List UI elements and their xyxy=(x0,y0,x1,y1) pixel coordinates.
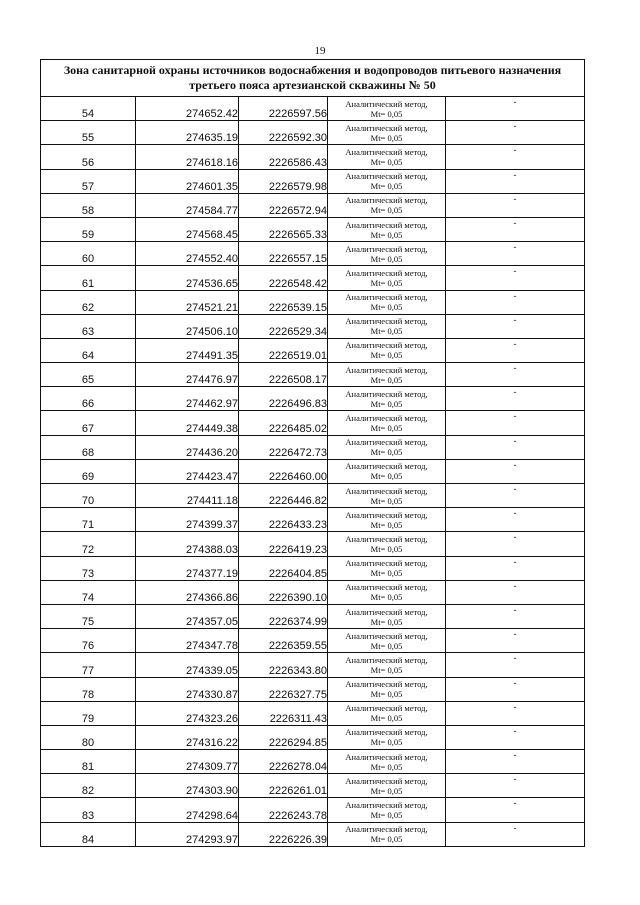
x-coordinate-cell: 274601.35 xyxy=(136,169,239,193)
method-line-1: Аналитический метод, xyxy=(345,703,428,714)
method-line-1: Аналитический метод, xyxy=(345,533,428,544)
remark-cell: - xyxy=(446,169,585,193)
method-line-1: Аналитический метод, xyxy=(345,679,428,690)
x-coordinate-cell: 274568.45 xyxy=(136,217,239,241)
method-line-1: Аналитический метод, xyxy=(345,800,428,811)
method-line-2: Mt= 0,05 xyxy=(370,495,403,506)
y-coordinate-cell: 2226548.42 xyxy=(239,266,328,290)
method-cell xyxy=(328,266,446,290)
remark-cell: - xyxy=(446,677,585,701)
y-coordinate-cell: 2226472.73 xyxy=(239,435,328,459)
method-line-2: Mt= 0,05 xyxy=(370,302,403,313)
method-line-2: Mt= 0,05 xyxy=(370,350,403,361)
x-coordinate-cell: 274635.19 xyxy=(136,121,239,145)
method-cell xyxy=(328,338,446,362)
x-coordinate-cell: 274423.47 xyxy=(136,459,239,483)
method-cell xyxy=(328,725,446,749)
method-line-1: Аналитический метод, xyxy=(345,582,428,593)
x-coordinate-cell: 274584.77 xyxy=(136,193,239,217)
method-cell xyxy=(328,484,446,508)
method-line-2: Mt= 0,05 xyxy=(370,616,403,627)
y-coordinate-cell: 2226374.99 xyxy=(239,604,328,628)
table-title xyxy=(41,60,585,97)
point-number-cell: 78 xyxy=(41,677,136,701)
y-coordinate-cell: 2226519.01 xyxy=(239,338,328,362)
x-coordinate-cell: 274330.87 xyxy=(136,677,239,701)
method-line-2: Mt= 0,05 xyxy=(370,568,403,579)
remark-cell: - xyxy=(446,266,585,290)
remark-cell: - xyxy=(446,653,585,677)
y-coordinate-cell: 2226586.43 xyxy=(239,145,328,169)
point-number-cell: 72 xyxy=(41,532,136,556)
y-coordinate-cell: 2226508.17 xyxy=(239,363,328,387)
remark-cell: - xyxy=(446,701,585,725)
method-cell xyxy=(328,677,446,701)
method-line-2: Mt= 0,05 xyxy=(370,277,403,288)
method-line-2: Mt= 0,05 xyxy=(370,423,403,434)
method-line-1: Аналитический метод, xyxy=(345,195,428,206)
table-row xyxy=(41,508,585,532)
remark-cell: - xyxy=(446,629,585,653)
method-cell xyxy=(328,556,446,580)
remark-cell: - xyxy=(446,774,585,798)
x-coordinate-cell: 274618.16 xyxy=(136,145,239,169)
table-row xyxy=(41,266,585,290)
x-coordinate-cell: 274366.86 xyxy=(136,580,239,604)
x-coordinate-cell: 274521.21 xyxy=(136,290,239,314)
method-cell xyxy=(328,750,446,774)
x-coordinate-cell: 274411.18 xyxy=(136,484,239,508)
method-cell xyxy=(328,387,446,411)
method-cell xyxy=(328,508,446,532)
method-line-1: Аналитический метод, xyxy=(345,340,428,351)
method-cell xyxy=(328,629,446,653)
remark-cell: - xyxy=(446,459,585,483)
point-number-cell: 73 xyxy=(41,556,136,580)
remark-cell: - xyxy=(446,387,585,411)
method-cell xyxy=(328,580,446,604)
title-row xyxy=(41,60,585,97)
table-row xyxy=(41,314,585,338)
y-coordinate-cell: 2226460.00 xyxy=(239,459,328,483)
x-coordinate-cell: 274293.97 xyxy=(136,822,239,846)
method-line-2: Mt= 0,05 xyxy=(370,471,403,482)
table-row xyxy=(41,387,585,411)
method-line-1: Аналитический метод, xyxy=(345,413,428,424)
remark-cell: - xyxy=(446,290,585,314)
table-row xyxy=(41,145,585,169)
method-cell xyxy=(328,604,446,628)
x-coordinate-cell: 274491.35 xyxy=(136,338,239,362)
point-number-cell: 83 xyxy=(41,798,136,822)
point-number-cell: 81 xyxy=(41,750,136,774)
method-line-2: Mt= 0,05 xyxy=(370,398,403,409)
table-row xyxy=(41,701,585,725)
method-line-1: Аналитический метод, xyxy=(345,98,428,109)
x-coordinate-cell: 274316.22 xyxy=(136,725,239,749)
method-line-1: Аналитический метод, xyxy=(345,630,428,641)
point-number-cell: 60 xyxy=(41,242,136,266)
point-number-cell: 59 xyxy=(41,217,136,241)
method-cell xyxy=(328,532,446,556)
remark-cell: - xyxy=(446,338,585,362)
remark-cell: - xyxy=(446,604,585,628)
remark-cell: - xyxy=(446,145,585,169)
method-cell xyxy=(328,701,446,725)
y-coordinate-cell: 2226433.23 xyxy=(239,508,328,532)
y-coordinate-cell: 2226261.01 xyxy=(239,774,328,798)
remark-cell: - xyxy=(446,435,585,459)
point-number-cell: 56 xyxy=(41,145,136,169)
y-coordinate-cell: 2226579.98 xyxy=(239,169,328,193)
x-coordinate-cell: 274462.97 xyxy=(136,387,239,411)
method-line-2: Mt= 0,05 xyxy=(370,253,403,264)
table-row xyxy=(41,363,585,387)
x-coordinate-cell: 274506.10 xyxy=(136,314,239,338)
x-coordinate-cell: 274436.20 xyxy=(136,435,239,459)
point-number-cell: 70 xyxy=(41,484,136,508)
table-row xyxy=(41,338,585,362)
point-number-cell: 71 xyxy=(41,508,136,532)
method-cell xyxy=(328,653,446,677)
remark-cell: - xyxy=(446,484,585,508)
remark-cell: - xyxy=(446,97,585,121)
method-cell xyxy=(328,798,446,822)
table-row xyxy=(41,121,585,145)
method-line-2: Mt= 0,05 xyxy=(370,156,403,167)
y-coordinate-cell: 2226343.80 xyxy=(239,653,328,677)
point-number-cell: 67 xyxy=(41,411,136,435)
x-coordinate-cell: 274399.37 xyxy=(136,508,239,532)
method-line-2: Mt= 0,05 xyxy=(370,229,403,240)
y-coordinate-cell: 2226572.94 xyxy=(239,193,328,217)
table-row xyxy=(41,97,585,121)
y-coordinate-cell: 2226419.23 xyxy=(239,532,328,556)
method-line-2: Mt= 0,05 xyxy=(370,713,403,724)
table-row xyxy=(41,193,585,217)
method-line-2: Mt= 0,05 xyxy=(370,737,403,748)
page-number: 19 xyxy=(314,45,326,57)
table-row xyxy=(41,435,585,459)
x-coordinate-cell: 274347.78 xyxy=(136,629,239,653)
x-coordinate-cell: 274309.77 xyxy=(136,750,239,774)
method-line-2: Mt= 0,05 xyxy=(370,519,403,530)
point-number-cell: 80 xyxy=(41,725,136,749)
method-cell xyxy=(328,169,446,193)
point-number-cell: 64 xyxy=(41,338,136,362)
remark-cell: - xyxy=(446,580,585,604)
y-coordinate-cell: 2226243.78 xyxy=(239,798,328,822)
y-coordinate-cell: 2226446.82 xyxy=(239,484,328,508)
x-coordinate-cell: 274298.64 xyxy=(136,798,239,822)
method-cell xyxy=(328,242,446,266)
method-line-2: Mt= 0,05 xyxy=(370,810,403,821)
table-row xyxy=(41,774,585,798)
method-line-1: Аналитический метод, xyxy=(345,461,428,472)
table-row xyxy=(41,411,585,435)
method-line-2: Mt= 0,05 xyxy=(370,108,403,119)
table-row xyxy=(41,580,585,604)
method-line-1: Аналитический метод, xyxy=(345,292,428,303)
method-cell xyxy=(328,774,446,798)
remark-cell: - xyxy=(446,314,585,338)
method-line-1: Аналитический метод, xyxy=(345,267,428,278)
x-coordinate-cell: 274357.05 xyxy=(136,604,239,628)
table-row xyxy=(41,677,585,701)
table-row xyxy=(41,822,585,846)
table-row xyxy=(41,459,585,483)
point-number-cell: 55 xyxy=(41,121,136,145)
remark-cell: - xyxy=(446,822,585,846)
x-coordinate-cell: 274377.19 xyxy=(136,556,239,580)
method-line-2: Mt= 0,05 xyxy=(370,447,403,458)
table-row xyxy=(41,242,585,266)
method-line-1: Аналитический метод, xyxy=(345,388,428,399)
method-cell xyxy=(328,411,446,435)
point-number-cell: 77 xyxy=(41,653,136,677)
y-coordinate-cell: 2226485.02 xyxy=(239,411,328,435)
method-line-1: Аналитический метод, xyxy=(345,437,428,448)
x-coordinate-cell: 274449.38 xyxy=(136,411,239,435)
y-coordinate-cell: 2226278.04 xyxy=(239,750,328,774)
remark-cell: - xyxy=(446,242,585,266)
table-row xyxy=(41,604,585,628)
x-coordinate-cell: 274476.97 xyxy=(136,363,239,387)
method-line-2: Mt= 0,05 xyxy=(370,326,403,337)
method-line-1: Аналитический метод, xyxy=(345,364,428,375)
point-number-cell: 58 xyxy=(41,193,136,217)
table-title-line-2: третьего пояса артезианской скважины № 50 xyxy=(189,78,436,92)
table-body xyxy=(41,60,585,847)
table-row xyxy=(41,532,585,556)
y-coordinate-cell: 2226404.85 xyxy=(239,556,328,580)
point-number-cell: 69 xyxy=(41,459,136,483)
method-cell xyxy=(328,97,446,121)
table-row xyxy=(41,484,585,508)
table-row xyxy=(41,217,585,241)
method-line-2: Mt= 0,05 xyxy=(370,689,403,700)
y-coordinate-cell: 2226390.10 xyxy=(239,580,328,604)
point-number-cell: 57 xyxy=(41,169,136,193)
table-row xyxy=(41,798,585,822)
table-title-line-1: Зона санитарной охраны источников водоснабжения и водопроводов питьевого назначения xyxy=(63,63,562,77)
method-line-2: Mt= 0,05 xyxy=(370,592,403,603)
remark-cell: - xyxy=(446,750,585,774)
point-number-cell: 82 xyxy=(41,774,136,798)
table-row xyxy=(41,290,585,314)
table-row xyxy=(41,725,585,749)
method-line-1: Аналитический метод, xyxy=(345,316,428,327)
method-line-2: Mt= 0,05 xyxy=(370,543,403,554)
y-coordinate-cell: 2226529.34 xyxy=(239,314,328,338)
table-row xyxy=(41,653,585,677)
method-line-2: Mt= 0,05 xyxy=(370,785,403,796)
x-coordinate-cell: 274339.05 xyxy=(136,653,239,677)
y-coordinate-cell: 2226311.43 xyxy=(239,701,328,725)
method-line-1: Аналитический метод, xyxy=(345,824,428,835)
x-coordinate-cell: 274552.40 xyxy=(136,242,239,266)
method-cell xyxy=(328,435,446,459)
y-coordinate-cell: 2226597.56 xyxy=(239,97,328,121)
x-coordinate-cell: 274303.90 xyxy=(136,774,239,798)
remark-cell: - xyxy=(446,193,585,217)
method-cell xyxy=(328,217,446,241)
method-line-1: Аналитический метод, xyxy=(345,558,428,569)
method-line-2: Mt= 0,05 xyxy=(370,834,403,845)
point-number-cell: 65 xyxy=(41,363,136,387)
x-coordinate-cell: 274388.03 xyxy=(136,532,239,556)
method-cell xyxy=(328,193,446,217)
point-number-cell: 61 xyxy=(41,266,136,290)
method-line-2: Mt= 0,05 xyxy=(370,132,403,143)
x-coordinate-cell: 274652.42 xyxy=(136,97,239,121)
table-row xyxy=(41,556,585,580)
table-row xyxy=(41,750,585,774)
method-cell xyxy=(328,314,446,338)
method-line-1: Аналитический метод, xyxy=(345,654,428,665)
y-coordinate-cell: 2226294.85 xyxy=(239,725,328,749)
y-coordinate-cell: 2226327.75 xyxy=(239,677,328,701)
method-cell xyxy=(328,822,446,846)
table-row xyxy=(41,169,585,193)
y-coordinate-cell: 2226557.15 xyxy=(239,242,328,266)
method-line-1: Аналитический метод, xyxy=(345,243,428,254)
method-line-2: Mt= 0,05 xyxy=(370,640,403,651)
remark-cell: - xyxy=(446,411,585,435)
method-line-1: Аналитический метод, xyxy=(345,606,428,617)
table-row xyxy=(41,629,585,653)
point-number-cell: 68 xyxy=(41,435,136,459)
point-number-cell: 63 xyxy=(41,314,136,338)
point-number-cell: 74 xyxy=(41,580,136,604)
y-coordinate-cell: 2226539.15 xyxy=(239,290,328,314)
y-coordinate-cell: 2226359.55 xyxy=(239,629,328,653)
y-coordinate-cell: 2226226.39 xyxy=(239,822,328,846)
method-line-1: Аналитический метод, xyxy=(345,122,428,133)
remark-cell: - xyxy=(446,556,585,580)
method-line-1: Аналитический метод, xyxy=(345,485,428,496)
remark-cell: - xyxy=(446,217,585,241)
method-cell xyxy=(328,290,446,314)
method-line-1: Аналитический метод, xyxy=(345,775,428,786)
method-line-2: Mt= 0,05 xyxy=(370,664,403,675)
remark-cell: - xyxy=(446,508,585,532)
point-number-cell: 84 xyxy=(41,822,136,846)
method-line-1: Аналитический метод, xyxy=(345,509,428,520)
method-line-1: Аналитический метод, xyxy=(345,727,428,738)
coordinates-table xyxy=(40,59,585,847)
remark-cell: - xyxy=(446,363,585,387)
point-number-cell: 66 xyxy=(41,387,136,411)
remark-cell: - xyxy=(446,798,585,822)
point-number-cell: 76 xyxy=(41,629,136,653)
x-coordinate-cell: 274536.65 xyxy=(136,266,239,290)
method-line-1: Аналитический метод, xyxy=(345,146,428,157)
remark-cell: - xyxy=(446,532,585,556)
method-cell xyxy=(328,363,446,387)
x-coordinate-cell: 274323.26 xyxy=(136,701,239,725)
y-coordinate-cell: 2226592.30 xyxy=(239,121,328,145)
method-line-2: Mt= 0,05 xyxy=(370,374,403,385)
point-number-cell: 75 xyxy=(41,604,136,628)
method-line-2: Mt= 0,05 xyxy=(370,761,403,772)
method-line-1: Аналитический метод, xyxy=(345,171,428,182)
method-line-1: Аналитический метод, xyxy=(345,751,428,762)
point-number-cell: 62 xyxy=(41,290,136,314)
remark-cell: - xyxy=(446,121,585,145)
method-cell xyxy=(328,145,446,169)
method-cell xyxy=(328,121,446,145)
remark-cell: - xyxy=(446,725,585,749)
y-coordinate-cell: 2226565.33 xyxy=(239,217,328,241)
y-coordinate-cell: 2226496.83 xyxy=(239,387,328,411)
method-line-2: Mt= 0,05 xyxy=(370,205,403,216)
method-line-1: Аналитический метод, xyxy=(345,219,428,230)
method-cell xyxy=(328,459,446,483)
point-number-cell: 79 xyxy=(41,701,136,725)
method-line-2: Mt= 0,05 xyxy=(370,181,403,192)
point-number-cell: 54 xyxy=(41,97,136,121)
